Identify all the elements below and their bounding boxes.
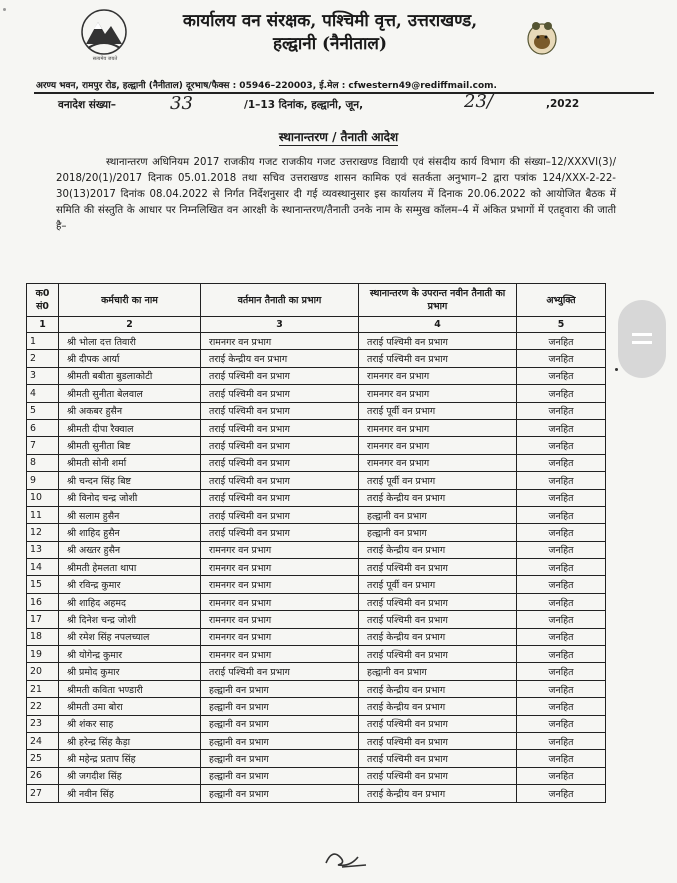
serial-cell: 22	[27, 698, 59, 715]
table-row	[27, 541, 606, 558]
current-division-cell: रामनगर वन प्रभाग	[201, 576, 359, 593]
table-header-row	[27, 284, 606, 317]
header-remarks: अभ्युक्ति	[517, 284, 606, 317]
table-row	[27, 732, 606, 749]
new-division-cell: तराई पूर्वी वन प्रभाग	[359, 402, 517, 419]
serial-cell: 11	[27, 506, 59, 523]
employee-name-cell: श्री दिनेश चन्द्र जोशी	[59, 611, 201, 628]
new-division-cell: तराई केन्द्रीय वन प्रभाग	[359, 541, 517, 558]
new-division-cell: तराई केन्द्रीय वन प्रभाग	[359, 489, 517, 506]
remarks-cell: जनहित	[517, 333, 606, 350]
serial-cell: 16	[27, 593, 59, 610]
forest-dept-logo-icon	[525, 20, 559, 56]
header-new-division: स्थानान्तरण के उपरान्त नवीन तैनाती का प्रभाग	[359, 284, 517, 317]
table-row	[27, 367, 606, 384]
serial-cell: 4	[27, 385, 59, 402]
new-division-cell: तराई पश्चिमी वन प्रभाग	[359, 559, 517, 576]
current-division-cell: तराई पश्चिमी वन प्रभाग	[201, 506, 359, 523]
serial-cell: 13	[27, 541, 59, 558]
transfer-table	[26, 283, 606, 803]
new-division-cell: तराई केन्द्रीय वन प्रभाग	[359, 680, 517, 697]
uttarakhand-emblem-icon	[78, 8, 130, 58]
table-row	[27, 472, 606, 489]
column-number: 3	[201, 317, 359, 333]
employee-name-cell: श्री हरेन्द्र सिंह कैड़ा	[59, 732, 201, 749]
serial-cell: 27	[27, 785, 59, 802]
remarks-cell: जनहित	[517, 767, 606, 784]
order-reference: /1–13 दिनांक, हल्द्वानी, जून,	[244, 99, 364, 111]
remarks-cell: जनहित	[517, 663, 606, 680]
remarks-cell: जनहित	[517, 472, 606, 489]
new-division-cell: तराई पश्चिमी वन प्रभाग	[359, 333, 517, 350]
remarks-cell: जनहित	[517, 419, 606, 436]
serial-cell: 10	[27, 489, 59, 506]
order-day: 23/	[464, 91, 493, 112]
table-row	[27, 593, 606, 610]
current-division-cell: हल्द्वानी वन प्रभाग	[201, 680, 359, 697]
table-row	[27, 506, 606, 523]
order-body	[56, 155, 616, 235]
new-division-cell: तराई पश्चिमी वन प्रभाग	[359, 732, 517, 749]
current-division-cell: हल्द्वानी वन प्रभाग	[201, 767, 359, 784]
serial-cell: 1	[27, 333, 59, 350]
employee-name-cell: श्री अख्तर हुसैन	[59, 541, 201, 558]
current-division-cell: तराई पश्चिमी वन प्रभाग	[201, 472, 359, 489]
table-row	[27, 559, 606, 576]
current-division-cell: हल्द्वानी वन प्रभाग	[201, 698, 359, 715]
serial-cell: 19	[27, 646, 59, 663]
remarks-cell: जनहित	[517, 785, 606, 802]
signature-mark	[322, 845, 372, 873]
table-row	[27, 646, 606, 663]
employee-name-cell: श्री जगदीश सिंह	[59, 767, 201, 784]
current-division-cell: तराई पश्चिमी वन प्रभाग	[201, 663, 359, 680]
column-number: 4	[359, 317, 517, 333]
current-division-cell: रामनगर वन प्रभाग	[201, 628, 359, 645]
new-division-cell: हल्द्वानी वन प्रभाग	[359, 524, 517, 541]
office-title-line1: कार्यालय वन संरक्षक, पश्चिमी वृत्त, उत्तराखण्ड,	[182, 11, 478, 31]
column-number: 5	[517, 317, 606, 333]
order-heading: स्थानान्तरण / तैनाती आदेश	[278, 130, 399, 144]
serial-cell: 18	[27, 628, 59, 645]
table-row	[27, 576, 606, 593]
remarks-cell: जनहित	[517, 611, 606, 628]
column-number: 2	[59, 317, 201, 333]
current-division-cell: तराई पश्चिमी वन प्रभाग	[201, 385, 359, 402]
current-division-cell: तराई पश्चिमी वन प्रभाग	[201, 524, 359, 541]
speck	[615, 368, 618, 371]
current-division-cell: हल्द्वानी वन प्रभाग	[201, 715, 359, 732]
new-division-cell: रामनगर वन प्रभाग	[359, 454, 517, 471]
serial-cell: 8	[27, 454, 59, 471]
remarks-cell: जनहित	[517, 541, 606, 558]
header-current-division: वर्तमान तैनाती का प्रभाग	[201, 284, 359, 317]
new-division-cell: रामनगर वन प्रभाग	[359, 419, 517, 436]
table-row	[27, 385, 606, 402]
table-row	[27, 350, 606, 367]
scroll-handle-bar	[632, 341, 652, 344]
order-body-text: स्थानान्तरण अधिनियम 2017 राजकीय गजट राजकीय गजट उत्तराखण्ड विद्यायी एवं संसदीय कार्य विभाग की संख्या–12/XXXVI(3)/ 2018/20(1)/2017 दिनाक 05.01.2018 तथा सचिव उत्तराखण्ड शासन कामिक एवं सतर्कता अनुभाग–2 द्वारा पत्रांक 124/XXX-2-22-30(13)2017 दिनांक 08.04.2022 से निर्गत निर्देशनुसार दी गई व्यवस्थानुसार इस कार्यालय में दिनाक 20.06.2022 को आयोजित बैठक में समिति की संस्तुति के आधार पर निम्नलिखित वन आरक्षी के स्थानान्तरण/तैनाती उनके नाम के सम्मुख कॉलम–4 में अंकित प्रभागों में एतद्द्वारा की जाती है–	[56, 157, 616, 232]
new-division-cell: हल्द्वानी वन प्रभाग	[359, 506, 517, 523]
remarks-cell: जनहित	[517, 750, 606, 767]
table-row	[27, 767, 606, 784]
office-title-line2: हल्द्वानी (नैनीताल)	[272, 34, 387, 54]
new-division-cell: तराई पश्चिमी वन प्रभाग	[359, 593, 517, 610]
new-division-cell: तराई पश्चिमी वन प्रभाग	[359, 350, 517, 367]
serial-cell: 24	[27, 732, 59, 749]
serial-cell: 25	[27, 750, 59, 767]
current-division-cell: हल्द्वानी वन प्रभाग	[201, 750, 359, 767]
remarks-cell: जनहित	[517, 576, 606, 593]
serial-cell: 6	[27, 419, 59, 436]
current-division-cell: तराई पश्चिमी वन प्रभाग	[201, 489, 359, 506]
current-division-cell: तराई पश्चिमी वन प्रभाग	[201, 419, 359, 436]
new-division-cell: तराई केन्द्रीय वन प्रभाग	[359, 698, 517, 715]
table-row	[27, 454, 606, 471]
employee-name-cell: श्रीमती सुनीता बिष्ट	[59, 437, 201, 454]
remarks-cell: जनहित	[517, 680, 606, 697]
remarks-cell: जनहित	[517, 402, 606, 419]
table-row	[27, 663, 606, 680]
employee-name-cell: श्री रविन्द्र कुमार	[59, 576, 201, 593]
current-division-cell: रामनगर वन प्रभाग	[201, 333, 359, 350]
serial-cell: 26	[27, 767, 59, 784]
current-division-cell: रामनगर वन प्रभाग	[201, 593, 359, 610]
remarks-cell: जनहित	[517, 489, 606, 506]
remarks-cell: जनहित	[517, 350, 606, 367]
office-title	[150, 10, 510, 56]
table-row	[27, 524, 606, 541]
employee-name-cell: श्री विनोद चन्द्र जोशी	[59, 489, 201, 506]
current-division-cell: तराई पश्चिमी वन प्रभाग	[201, 437, 359, 454]
remarks-cell: जनहित	[517, 732, 606, 749]
serial-cell: 20	[27, 663, 59, 680]
column-number: 1	[27, 317, 59, 333]
employee-name-cell: श्री प्रमोद कुमार	[59, 663, 201, 680]
serial-cell: 17	[27, 611, 59, 628]
current-division-cell: रामनगर वन प्रभाग	[201, 611, 359, 628]
table-row	[27, 437, 606, 454]
table-row	[27, 611, 606, 628]
table-row	[27, 628, 606, 645]
remarks-cell: जनहित	[517, 628, 606, 645]
header-divider	[34, 92, 654, 94]
serial-cell: 21	[27, 680, 59, 697]
remarks-cell: जनहित	[517, 385, 606, 402]
table-row	[27, 333, 606, 350]
employee-name-cell: श्री शाहिद हुसैन	[59, 524, 201, 541]
order-number: 33	[170, 93, 193, 114]
serial-cell: 7	[27, 437, 59, 454]
employee-name-cell: श्री दीपक आर्या	[59, 350, 201, 367]
employee-name-cell: श्री नवीन सिंह	[59, 785, 201, 802]
table-row	[27, 715, 606, 732]
emblem-caption: सत्यमेव जयते	[92, 56, 118, 62]
employee-name-cell: श्री चन्दन सिंह बिष्ट	[59, 472, 201, 489]
new-division-cell: तराई केन्द्रीय वन प्रभाग	[359, 785, 517, 802]
employee-name-cell: श्री शाहिद अहमद	[59, 593, 201, 610]
serial-cell: 3	[27, 367, 59, 384]
remarks-cell: जनहित	[517, 698, 606, 715]
scroll-handle-icon[interactable]	[618, 300, 666, 378]
table-row	[27, 419, 606, 436]
current-division-cell: तराई पश्चिमी वन प्रभाग	[201, 454, 359, 471]
remarks-cell: जनहित	[517, 506, 606, 523]
remarks-cell: जनहित	[517, 524, 606, 541]
employee-name-cell: श्रीमती उमा बोरा	[59, 698, 201, 715]
header-serial: क0 सं0	[27, 284, 59, 317]
office-address: अरण्य भवन, रामपुर रोड, हल्द्वानी (नैनीताल) दूरभाष/फैक्स : 05946–220003, ई.मेल : cfwestern49@rediffmail.com.	[36, 81, 497, 91]
serial-cell: 12	[27, 524, 59, 541]
employee-name-cell: श्री रमेश सिंह नपलच्याल	[59, 628, 201, 645]
new-division-cell: तराई पूर्वी वन प्रभाग	[359, 576, 517, 593]
remarks-cell: जनहित	[517, 715, 606, 732]
new-division-cell: रामनगर वन प्रभाग	[359, 367, 517, 384]
employee-name-cell: श्रीमती कविता भण्डारी	[59, 680, 201, 697]
employee-name-cell: श्री भोला दत्त तिवारी	[59, 333, 201, 350]
new-division-cell: हल्द्वानी वन प्रभाग	[359, 663, 517, 680]
employee-name-cell: श्री अकबर हुसैन	[59, 402, 201, 419]
serial-cell: 15	[27, 576, 59, 593]
serial-cell: 23	[27, 715, 59, 732]
new-division-cell: तराई पश्चिमी वन प्रभाग	[359, 750, 517, 767]
serial-cell: 2	[27, 350, 59, 367]
new-division-cell: तराई पश्चिमी वन प्रभाग	[359, 646, 517, 663]
employee-name-cell: श्रीमती बबीता बुडलाकोटी	[59, 367, 201, 384]
new-division-cell: तराई पश्चिमी वन प्रभाग	[359, 611, 517, 628]
current-division-cell: रामनगर वन प्रभाग	[201, 646, 359, 663]
order-label: वनादेश संख्या–	[58, 99, 117, 111]
new-division-cell: तराई पश्चिमी वन प्रभाग	[359, 715, 517, 732]
employee-name-cell: श्रीमती सुनीता बेलवाल	[59, 385, 201, 402]
current-division-cell: रामनगर वन प्रभाग	[201, 559, 359, 576]
serial-cell: 14	[27, 559, 59, 576]
remarks-cell: जनहित	[517, 559, 606, 576]
table-row	[27, 402, 606, 419]
serial-cell: 9	[27, 472, 59, 489]
employee-name-cell: श्री योगेन्द्र कुमार	[59, 646, 201, 663]
current-division-cell: रामनगर वन प्रभाग	[201, 541, 359, 558]
new-division-cell: तराई पूर्वी वन प्रभाग	[359, 472, 517, 489]
employee-name-cell: श्रीमती सोनी शर्मा	[59, 454, 201, 471]
new-division-cell: रामनगर वन प्रभाग	[359, 385, 517, 402]
current-division-cell: तराई केन्द्रीय वन प्रभाग	[201, 350, 359, 367]
serial-cell: 5	[27, 402, 59, 419]
order-year: ,2022	[546, 98, 580, 110]
remarks-cell: जनहित	[517, 646, 606, 663]
remarks-cell: जनहित	[517, 367, 606, 384]
new-division-cell: रामनगर वन प्रभाग	[359, 437, 517, 454]
current-division-cell: हल्द्वानी वन प्रभाग	[201, 785, 359, 802]
new-division-cell: तराई पश्चिमी वन प्रभाग	[359, 767, 517, 784]
remarks-cell: जनहित	[517, 454, 606, 471]
remarks-cell: जनहित	[517, 593, 606, 610]
current-division-cell: तराई पश्चिमी वन प्रभाग	[201, 367, 359, 384]
remarks-cell: जनहित	[517, 437, 606, 454]
new-division-cell: तराई केन्द्रीय वन प्रभाग	[359, 628, 517, 645]
current-division-cell: हल्द्वानी वन प्रभाग	[201, 732, 359, 749]
table-row	[27, 680, 606, 697]
speck	[3, 8, 6, 11]
scroll-handle-bar	[632, 333, 652, 336]
employee-name-cell: श्रीमती हेमलता थापा	[59, 559, 201, 576]
employee-name-cell: श्री शंकर साह	[59, 715, 201, 732]
table-row	[27, 698, 606, 715]
employee-name-cell: श्री महेन्द्र प्रताप सिंह	[59, 750, 201, 767]
table-row	[27, 489, 606, 506]
table-row	[27, 785, 606, 802]
employee-name-cell: श्रीमती दीपा रैक्वाल	[59, 419, 201, 436]
order-number-line	[58, 91, 618, 116]
header-name: कर्मचारी का नाम	[59, 284, 201, 317]
column-number-row	[27, 317, 606, 333]
current-division-cell: तराई पश्चिमी वन प्रभाग	[201, 402, 359, 419]
employee-name-cell: श्री सलाम हुसैन	[59, 506, 201, 523]
table-row	[27, 750, 606, 767]
